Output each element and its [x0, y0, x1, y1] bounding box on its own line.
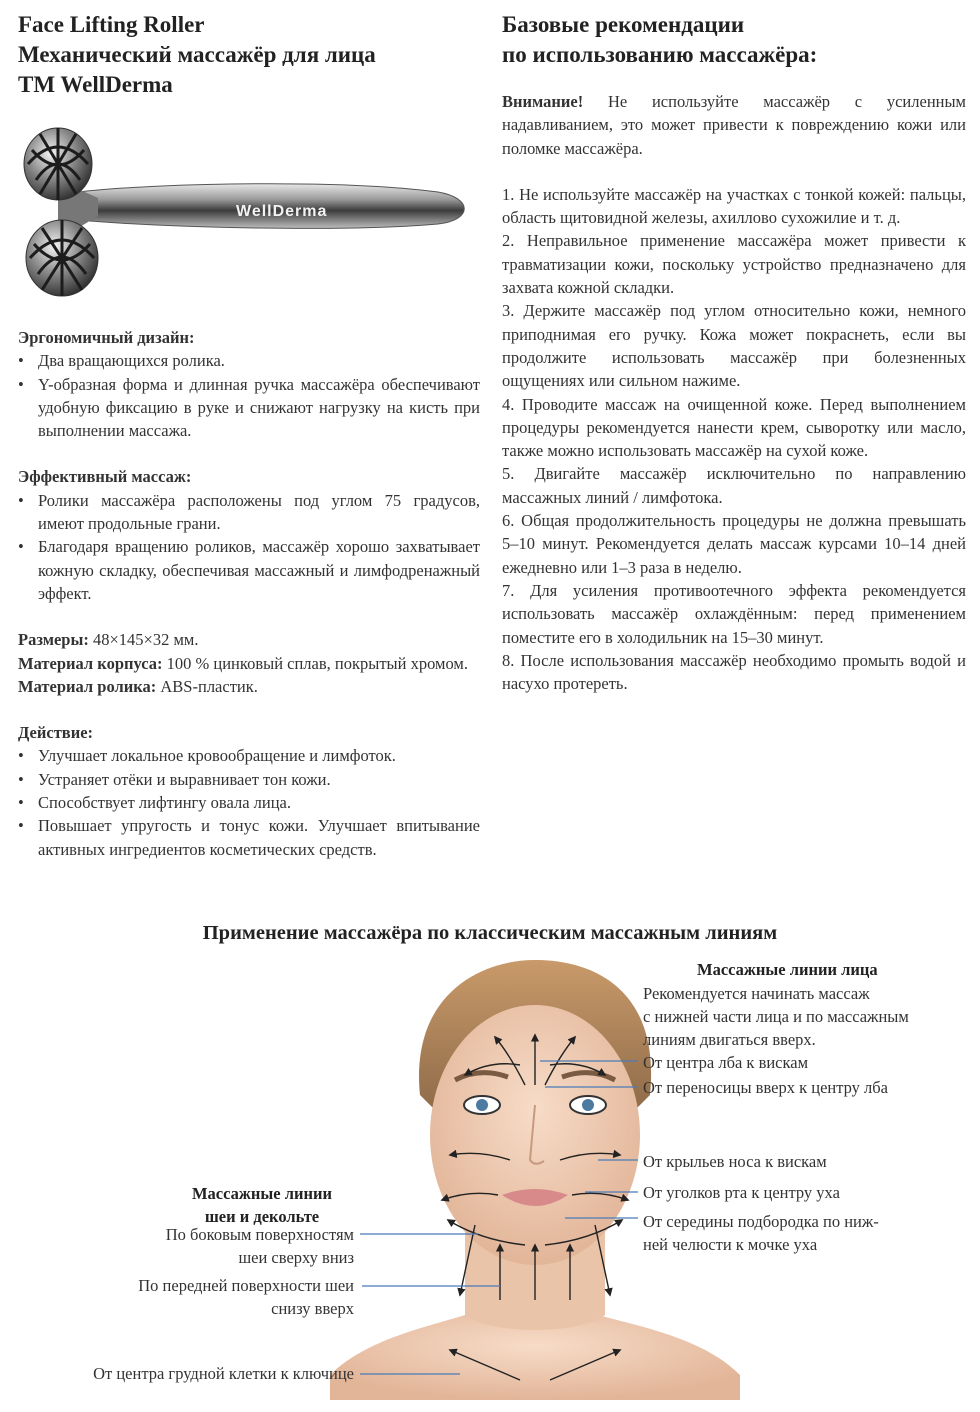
recommendation-item: 1. Не используйте массажёр на участках с тонкой кожей: пальцы, область щитовидной железы, ахиллово сухожилие и т. д.	[502, 184, 966, 228]
neck-label-sides-1: По боковым поверхностям	[165, 1225, 354, 1244]
recommendations-title-line1: Базовые рекомендации	[502, 12, 745, 37]
design-item: • Два вращающихся ролика.	[18, 349, 480, 372]
product-title-line3: TM WellDerma	[18, 72, 173, 97]
roller-material-value: ABS-пластик.	[160, 676, 258, 696]
massage-item: • Ролики массажёра расположены под углом 75 градусов, имеют продольные грани.	[18, 489, 480, 536]
roller-brand: WellDerma	[236, 203, 328, 220]
recommendation-item: 7. Для усиления противоотечного эффекта рекомендуется использовать массажёр охлаждённым: перед применением поместите его в холодильник на 15–30 минут.	[502, 580, 966, 647]
massage-item: • Благодаря вращению роликов, массажёр хорошо захватывает кожную складку, обеспечивая массажный и лимфодренажный эффект.	[18, 535, 480, 605]
massage-header: Эффективный массаж:	[18, 467, 192, 487]
recommendation-item: 8. После использования массажёр необходимо промыть водой и насухо протереть.	[502, 650, 966, 694]
face-label-nose-bridge: От переносицы вверх к центру лба	[643, 1078, 888, 1097]
product-title-line2: Механический массажёр для лица	[18, 42, 376, 67]
face-intro-3: линиям двигаться вверх.	[643, 1030, 816, 1049]
recommendation-item: 4. Проводите массаж на очищенной коже. Перед выполнением процедуры рекомендуется нанести крем, сыворотку или масло, также можно использовать массажёр на сухой коже.	[502, 394, 966, 461]
product-title-line1: Face Lifting Roller	[18, 12, 205, 37]
face-label-nose-wings: От крыльев носа к вискам	[643, 1152, 827, 1171]
body-material-value: 100 % цинковый сплав, покрытый хромом.	[166, 653, 468, 673]
recommendation-item: 5. Двигайте массажёр исключительно по направлению массажных линий / лимфотока.	[502, 464, 966, 507]
design-item: • Y-образная форма и длинная ручка массажёра обеспечивают удобную фиксацию в руке и снижают нагрузку на кисть при выполнении массажа.	[18, 373, 480, 443]
recommendation-item: 3. Держите массажёр под углом относительно кожи, немного приподнимая его ручку. Кожа может покраснеть, если вы продолжите использовать массажёр при болезненных ощущениях или сильном нажиме.	[502, 301, 966, 391]
warning-text: Не используйте массажёр с усиленным надавливанием, это может привести к повреждению кожи или поломке массажёра.	[502, 92, 967, 158]
size-value: 48×145×32 мм.	[92, 630, 199, 650]
neck-label-chest: От центра грудной клетки к ключице	[93, 1364, 354, 1383]
face-label-chin-1: От середины подбородка по ниж-	[643, 1212, 879, 1231]
size-label: Размеры:	[18, 630, 89, 650]
face-lines-header: Массажные линии лица	[697, 960, 878, 979]
neck-label-sides-2: шеи сверху вниз	[238, 1248, 354, 1267]
recommendation-item: 6. Общая продолжительность процедуры не должна превышать 5–10 минут. Рекомендуется делать массаж курсами 10–14 дней ежедневно или 1–3 раза в неделю.	[502, 511, 966, 577]
action-header: Действие:	[18, 723, 94, 743]
recommendation-item: 2. Неправильное применение массажёра может привести к травматизации кожи, поскольку устройство предназначено для захвата кожной складки.	[502, 231, 966, 298]
face-label-forehead: От центра лба к вискам	[643, 1053, 809, 1072]
neck-header-line2: шеи и декольте	[204, 1207, 320, 1226]
recommendations-title-line2: по использованию массажёра:	[502, 42, 818, 67]
neck-lines-header	[162, 1182, 362, 1228]
action-item: • Улучшает локальное кровообращение и лимфоток.	[18, 744, 480, 767]
face-label-mouth: От уголков рта к центру уха	[643, 1183, 840, 1202]
roller-material-label: Материал ролика:	[18, 676, 157, 696]
neck-header-line1: Массажные линии	[191, 1184, 332, 1203]
action-item: • Способствует лифтингу овала лица.	[18, 791, 480, 814]
action-item: • Повышает упругость и тонус кожи. Улучшает впитывание активных ингредиентов косметических средств.	[18, 814, 480, 861]
application-title: Применение массажёра по классическим массажным линиям	[202, 922, 778, 944]
design-header: Эргономичный дизайн:	[18, 328, 195, 347]
face-label-chin-2: ней челюсти к мочке уха	[643, 1235, 818, 1254]
face-intro-2: с нижней части лица и по массажным	[643, 1007, 909, 1026]
neck-label-front-2: снизу вверх	[271, 1299, 354, 1318]
action-item: • Устраняет отёки и выравнивает тон кожи.	[18, 768, 480, 791]
warning-label: Внимание!	[502, 92, 584, 111]
neck-label-front-1: По передней поверхности шеи	[138, 1276, 354, 1295]
face-intro-1: Рекомендуется начинать массаж	[643, 984, 870, 1003]
body-material-label: Материал корпуса:	[18, 653, 163, 673]
